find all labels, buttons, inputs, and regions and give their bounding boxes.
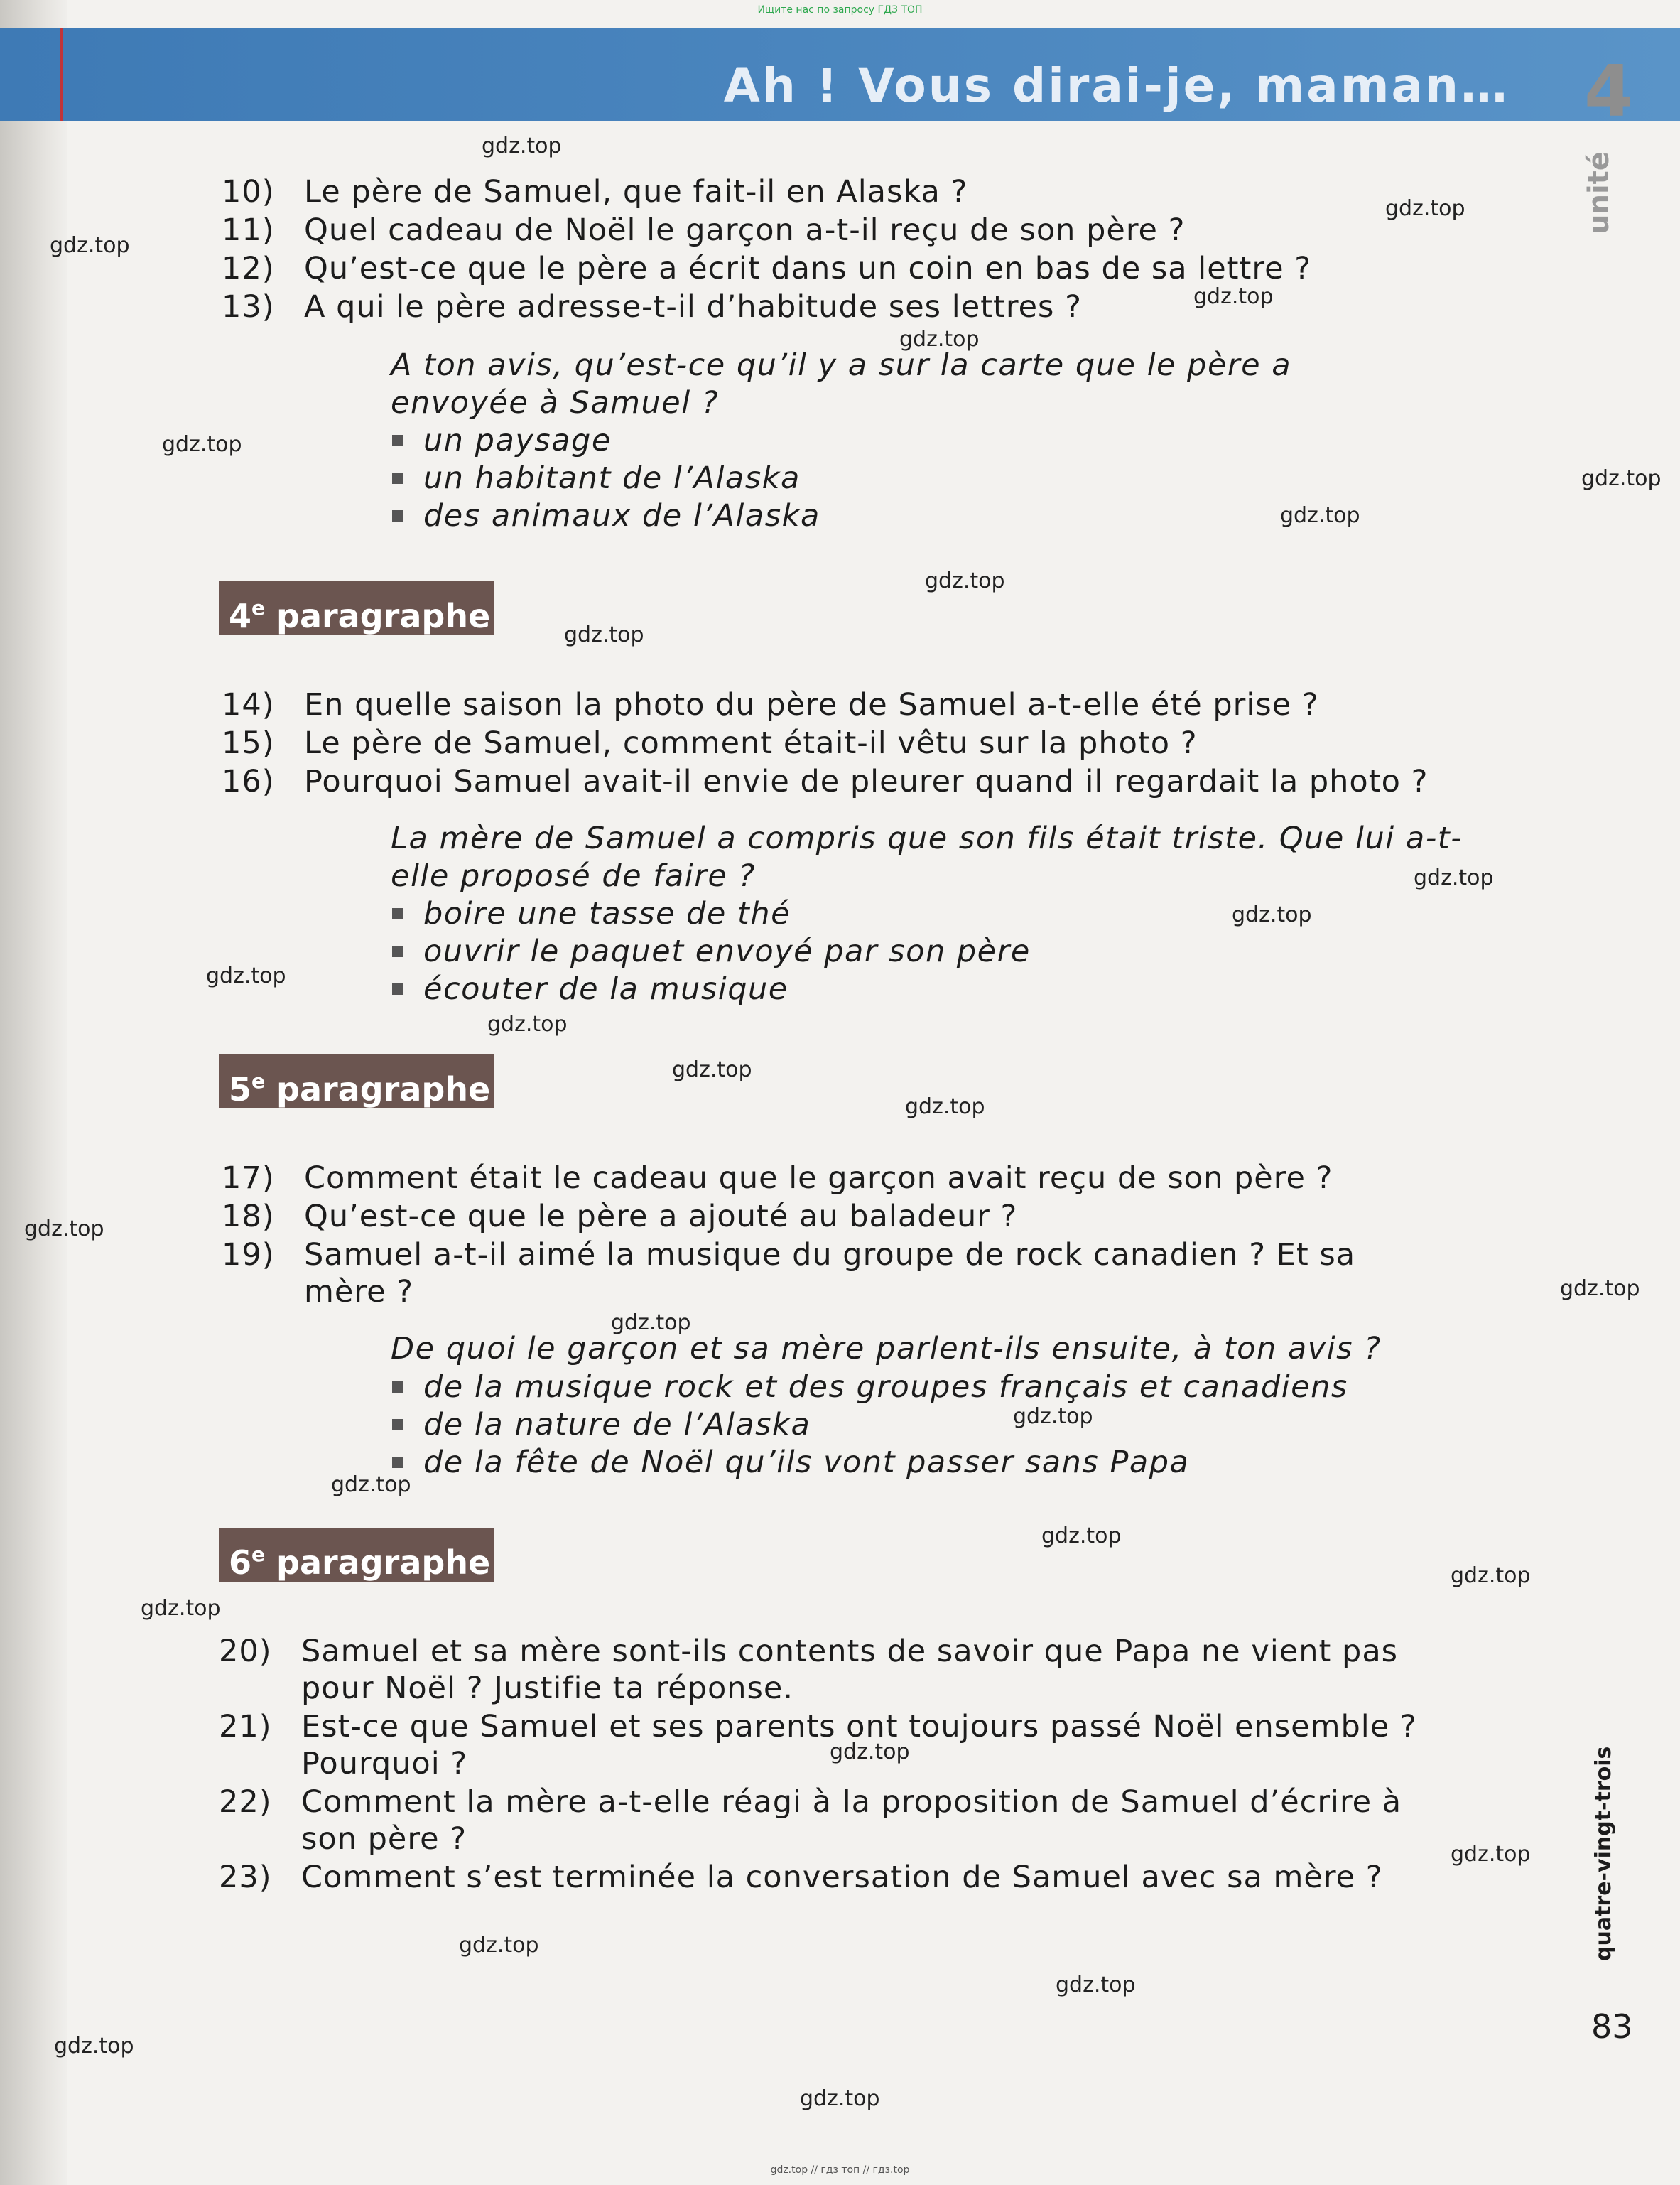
watermark: gdz.top	[487, 1012, 568, 1037]
watermark: gdz.top	[1280, 503, 1360, 528]
watermark: gdz.top	[800, 2086, 880, 2111]
watermark: gdz.top	[1581, 466, 1662, 491]
unit-number: 4	[1584, 50, 1634, 133]
square-bullet-icon	[392, 983, 403, 995]
square-bullet-icon	[392, 510, 403, 522]
watermark: gdz.top	[162, 432, 242, 457]
watermark: gdz.top	[206, 964, 286, 988]
watermark: gdz.top	[672, 1057, 752, 1082]
watermark: gdz.top	[899, 327, 980, 352]
unit-label: unité	[1583, 151, 1615, 234]
option-list-item: un paysage	[423, 422, 612, 460]
watermark: gdz.top	[905, 1094, 985, 1119]
watermark: gdz.top	[1013, 1404, 1093, 1429]
watermark: gdz.top	[1451, 1563, 1531, 1588]
watermark: gdz.top	[1451, 1842, 1531, 1867]
watermark: gdz.top	[611, 1310, 691, 1335]
watermark: gdz.top	[24, 1216, 104, 1241]
option-list-item: des animaux de l’Alaska	[423, 497, 820, 535]
watermark: gdz.top	[1385, 196, 1465, 221]
watermark: gdz.top	[50, 233, 130, 258]
option-list-item: boire une tasse de thé	[423, 895, 791, 933]
top-note: Ищите нас по запросу ГДЗ ТОП	[757, 4, 923, 16]
square-bullet-icon	[392, 908, 403, 919]
watermark: gdz.top	[1056, 1973, 1136, 1997]
watermark: gdz.top	[331, 1472, 411, 1497]
prompt-card-question: A ton avis, qu’est-ce qu’il y a sur la carte que le père a envoyée à Samuel ?	[391, 347, 1292, 421]
option-list-item: un habitant de l’Alaska	[423, 460, 801, 497]
watermark: gdz.top	[1414, 865, 1494, 890]
option-list-item: ouvrir le paquet envoyé par son père	[423, 933, 1031, 971]
header-red-rule	[60, 28, 63, 121]
paragraph-6-heading: 6e paragraphe	[219, 1528, 494, 1582]
watermark: gdz.top	[482, 134, 562, 158]
square-bullet-icon	[392, 435, 403, 446]
watermark: gdz.top	[54, 2034, 134, 2059]
chapter-title: Ah ! Vous dirai-je, maman…	[723, 58, 1510, 113]
square-bullet-icon	[392, 1381, 403, 1393]
page-number: 83	[1591, 2007, 1633, 2046]
paragraph-5-heading: 5e paragraphe	[219, 1054, 494, 1108]
square-bullet-icon	[392, 1457, 403, 1468]
watermark: gdz.top	[1560, 1276, 1640, 1301]
book-spine-shadow	[0, 0, 67, 2185]
watermark: gdz.top	[564, 622, 644, 647]
watermark: gdz.top	[1041, 1523, 1122, 1548]
prompt-card-question: De quoi le garçon et sa mère parlent-ils ensuite, à ton avis ?	[391, 1331, 1382, 1366]
square-bullet-icon	[392, 1419, 403, 1430]
prompt-card-question: La mère de Samuel a compris que son fils était triste. Que lui a-t-elle proposé de faire ?	[391, 821, 1463, 894]
watermark: gdz.top	[1232, 902, 1312, 927]
watermark: gdz.top	[1193, 284, 1274, 309]
watermark: gdz.top	[925, 568, 1005, 593]
square-bullet-icon	[392, 946, 403, 957]
option-list-item: de la nature de l’Alaska	[423, 1406, 811, 1444]
watermark: gdz.top	[459, 1933, 539, 1958]
bottom-note: gdz.top // гдз топ // гдз.top	[770, 2164, 910, 2176]
option-list-item: écouter de la musique	[423, 971, 788, 1008]
watermark: gdz.top	[141, 1596, 221, 1621]
option-list-item: de la fête de Noël qu’ils vont passer sans Papa	[423, 1444, 1189, 1482]
page-number-words: quatre-vingt-trois	[1591, 1746, 1616, 1961]
watermark: gdz.top	[830, 1739, 910, 1764]
paragraph-4-heading: 4e paragraphe	[219, 581, 494, 635]
square-bullet-icon	[392, 473, 403, 484]
option-list-item: de la musique rock et des groupes français et canadiens	[423, 1369, 1348, 1406]
